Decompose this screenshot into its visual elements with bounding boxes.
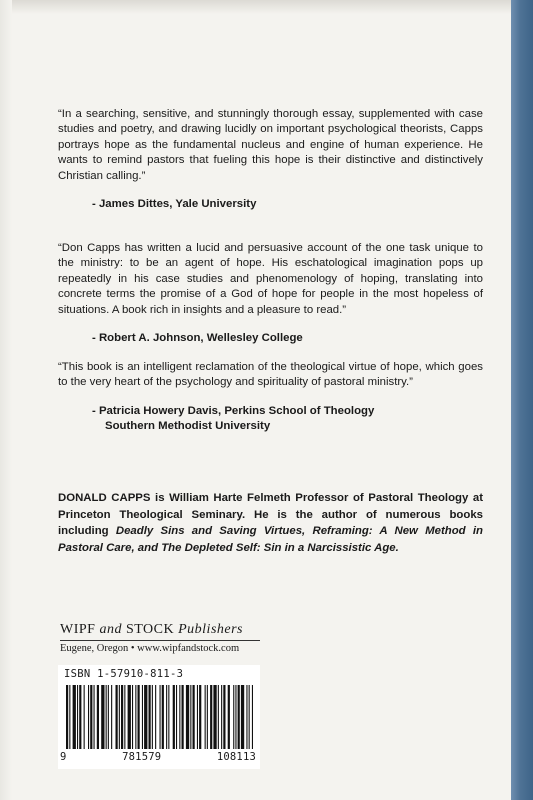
barcode-bar [238,685,240,749]
barcode-bar [205,685,206,749]
barcode-bar [124,685,125,749]
barcode-bar [101,685,104,749]
barcode-bar [193,685,195,749]
barcode-bar [149,685,151,749]
author-bio-titles: Deadly Sins and Saving Virtues, Reframing: A New Method in Pastoral Care, and The Depleted Self: Sin in a Narcissistic Age. [58,525,483,554]
publisher-name-part: WIPF [60,622,100,637]
publisher-name-and: and [99,622,122,637]
barcode-bars [62,685,256,751]
barcode-bar [132,685,133,749]
barcode-bar [207,685,208,749]
barcode-bar [119,685,120,749]
cover-edge-band [511,0,533,800]
barcode-bar [235,685,236,749]
barcode-bar [221,685,222,749]
barcode-bar [79,685,81,749]
barcode-bar [84,685,85,749]
barcode-bar [73,685,76,749]
barcode-bar [197,685,198,749]
barcode-bar [155,685,156,749]
quote-1-attribution: - James Dittes, Yale University [92,198,257,210]
quote-3-text: “This book is an intelligent reclamation of the theological virtue of hope, which goes to the very heart of the psychology and spirituality of pastoral ministry.” [58,361,483,389]
publisher-address: Eugene, Oregon • www.wipfandstock.com [60,643,240,654]
barcode-bar [121,685,123,749]
barcode-bar [138,685,140,749]
barcode-bar [66,685,68,749]
barcode-bar [182,685,184,749]
quote-1-text: “In a searching, sensitive, and stunningly thorough essay, supplemented with case studies and poetry, and drawing lucidly on important psychological theorists, Capps portrays hope as the fundamental nucleus and engine of human experience. He wants to remind pastors that fueling this hope is their distinctive and distinctively Christian calling.” [58,108,483,182]
barcode-bar [69,685,70,749]
barcode-bar [179,685,180,749]
barcode-bar [246,685,247,749]
barcode-bar [199,685,201,749]
barcode-bar [233,685,234,749]
publisher-name-publishers: Publishers [178,622,243,637]
publisher-name [60,622,260,641]
barcode [58,665,260,769]
barcode-bar [213,685,216,749]
barcode-bar [218,685,219,749]
barcode-bar [108,685,109,749]
publisher-name-part: STOCK [121,622,179,637]
quote-2-attribution: - Robert A. Johnson, Wellesley College [92,332,303,344]
barcode-bar [88,685,89,749]
barcode-bar [94,685,95,749]
barcode-bar [144,685,147,749]
barcode-bar [241,685,244,749]
barcode-digit-lead: 9 [60,751,67,763]
barcode-bar [162,685,164,749]
barcode-bar [160,685,161,749]
barcode-bar [190,685,191,749]
barcode-bar [116,685,118,749]
barcode-bar [90,685,92,749]
top-shadow [0,0,511,14]
barcode-bar [166,685,167,749]
author-bio-intro: DONALD CAPPS is William Harte Felmeth Professor of Pastoral Theology at Princeton Theological Seminary. He is the author of numerous books including [58,492,483,537]
spine-edge [0,0,12,800]
barcode-bar [186,685,189,749]
barcode-bar [249,685,250,749]
barcode-bar [168,685,169,749]
barcode-bar [128,685,131,749]
barcode-bar [142,685,143,749]
quote-3-attribution-line2: Southern Methodist University [105,420,271,432]
quote-3-attribution: - Patricia Howery Davis, Perkins School of Theology [92,405,375,417]
barcode-bar [228,685,230,749]
barcode-bar [152,685,153,749]
barcode-bar [173,685,175,749]
barcode-bar [210,685,212,749]
barcode-digits [60,751,256,763]
barcode-digit-right: 108113 [216,751,256,763]
author-bio [58,490,483,556]
barcode-bar [252,685,253,749]
isbn-label: ISBN 1-57910-811-3 [64,668,184,680]
barcode-bar [176,685,177,749]
barcode-bar [135,685,136,749]
barcode-digit-left: 781579 [122,751,162,763]
quote-2-text: “Don Capps has written a lucid and persuasive account of the one task unique to the ministry: to be an agent of hope. His eschatological imagination pops up repeatedly in his case studies and phenomenology of hoping, translating into concrete terms the promise of a God of hope for people in the most hopeless of situations. A book rich in insights and a pleasure to read.” [58,242,483,316]
barcode-bar [77,685,78,749]
barcode-bar [106,685,107,749]
barcode-bar [97,685,99,749]
barcode-bar [111,685,112,749]
barcode-bar [223,685,225,749]
